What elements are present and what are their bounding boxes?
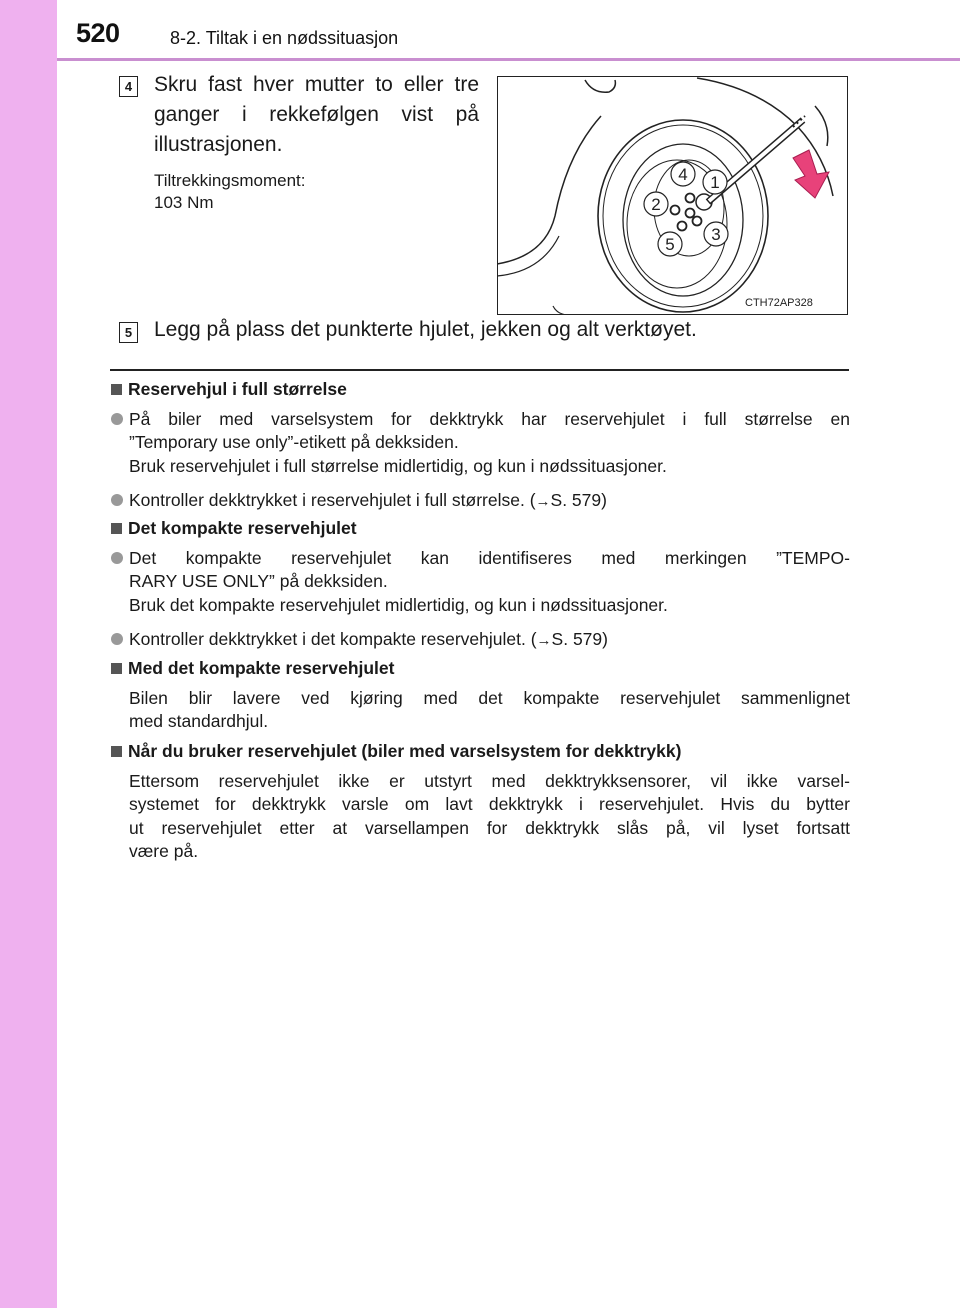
nut-label-1: 1 <box>710 173 720 192</box>
page-number: 520 <box>76 18 120 48</box>
paragraph-line: ut reservehjulet etter at varsellampen for dekktrykk slås på, vil lyset fortsatt <box>129 817 850 838</box>
section-paragraph <box>110 687 850 734</box>
section-compact-spare <box>110 517 850 653</box>
torque-label: Tiltrekkingsmoment: <box>154 171 306 190</box>
bullet-text: Kontroller dekktrykket i det kompakte reservehjulet. ( <box>129 629 537 649</box>
arrow-right-icon: → <box>535 493 551 510</box>
arrow-right-icon: → <box>536 632 552 649</box>
paragraph-line: systemet for dekktrykk varsle om lavt dekktrykk i reservehjulet. Hvis du bytter <box>129 794 850 814</box>
page-reference-link[interactable]: S. 579) <box>550 490 607 510</box>
wheel-nut-tightening-illustration <box>497 76 848 315</box>
step-number-5: 5 <box>119 322 138 343</box>
bullet-item <box>110 408 850 479</box>
section-tpms-spare <box>110 740 850 864</box>
illustration-code: CTH72AP328 <box>745 297 813 309</box>
step5-instruction: Legg på plass det punkterte hjulet, jekken og alt verktøyet. <box>154 318 697 341</box>
chapter-sidebar <box>0 0 57 1308</box>
section-paragraph <box>110 770 850 864</box>
nut-label-5: 5 <box>665 235 675 254</box>
section-divider <box>110 369 849 371</box>
step4-line-2: ganger i rekkefølgen vist på <box>154 103 479 126</box>
paragraph-line: med standardhjul. <box>129 711 269 731</box>
step4-line-1: Skru fast hver mutter to eller tre <box>154 73 479 96</box>
bullet-line: ”Temporary use only”-etikett på dekksiden. <box>129 432 459 452</box>
bullet-line: På biler med varselsystem for dekktrykk har reservehjulet i full størrelse en <box>129 408 850 429</box>
paragraph-line: være på. <box>129 841 199 861</box>
section-heading: Reservehjul i full størrelse <box>110 378 850 402</box>
torque-spec <box>154 170 305 214</box>
section-full-size-spare <box>110 378 850 514</box>
bullet-item <box>110 489 850 514</box>
bullet-line: RARY USE ONLY” på dekksiden. <box>129 571 388 591</box>
step4-instruction <box>154 70 479 160</box>
torque-value: 103 Nm <box>154 193 214 212</box>
section-heading: Med det kompakte reservehjulet <box>110 657 850 681</box>
paragraph-line: Bilen blir lavere ved kjøring med det kompakte reservehjulet sammenlignet <box>129 687 850 708</box>
section-title: 8-2. Tiltak i en nødssituasjon <box>170 28 399 48</box>
section-heading: Det kompakte reservehjulet <box>110 517 850 541</box>
bullet-text: Kontroller dekktrykket i reservehjulet i full størrelse. ( <box>129 490 536 510</box>
section-with-compact-spare <box>110 657 850 734</box>
bullet-line: Bruk det kompakte reservehjulet midlertidig, og kun i nødssituasjoner. <box>129 594 668 615</box>
section-heading: Når du bruker reservehjulet (biler med varselsystem for dekktrykk) <box>110 740 850 764</box>
header-rule <box>57 58 960 61</box>
bullet-item <box>110 628 850 653</box>
paragraph-line: Ettersom reservehjulet ikke er utstyrt med dekktrykksensorer, vil ikke varsel- <box>129 770 850 791</box>
nut-label-4: 4 <box>678 165 688 184</box>
bullet-item <box>110 547 850 618</box>
step4-line-3: illustrasjonen. <box>154 133 283 156</box>
nut-label-2: 2 <box>651 195 661 214</box>
nut-label-3: 3 <box>711 225 721 244</box>
bullet-line: Bruk reservehjulet i full størrelse midlertidig, og kun i nødssituasjoner. <box>129 455 667 476</box>
step-number-4: 4 <box>119 76 138 97</box>
bullet-line: Det kompakte reservehjulet kan identifiseres med merkingen ”TEMPO- <box>129 547 850 568</box>
page-reference-link[interactable]: S. 579) <box>551 629 608 649</box>
